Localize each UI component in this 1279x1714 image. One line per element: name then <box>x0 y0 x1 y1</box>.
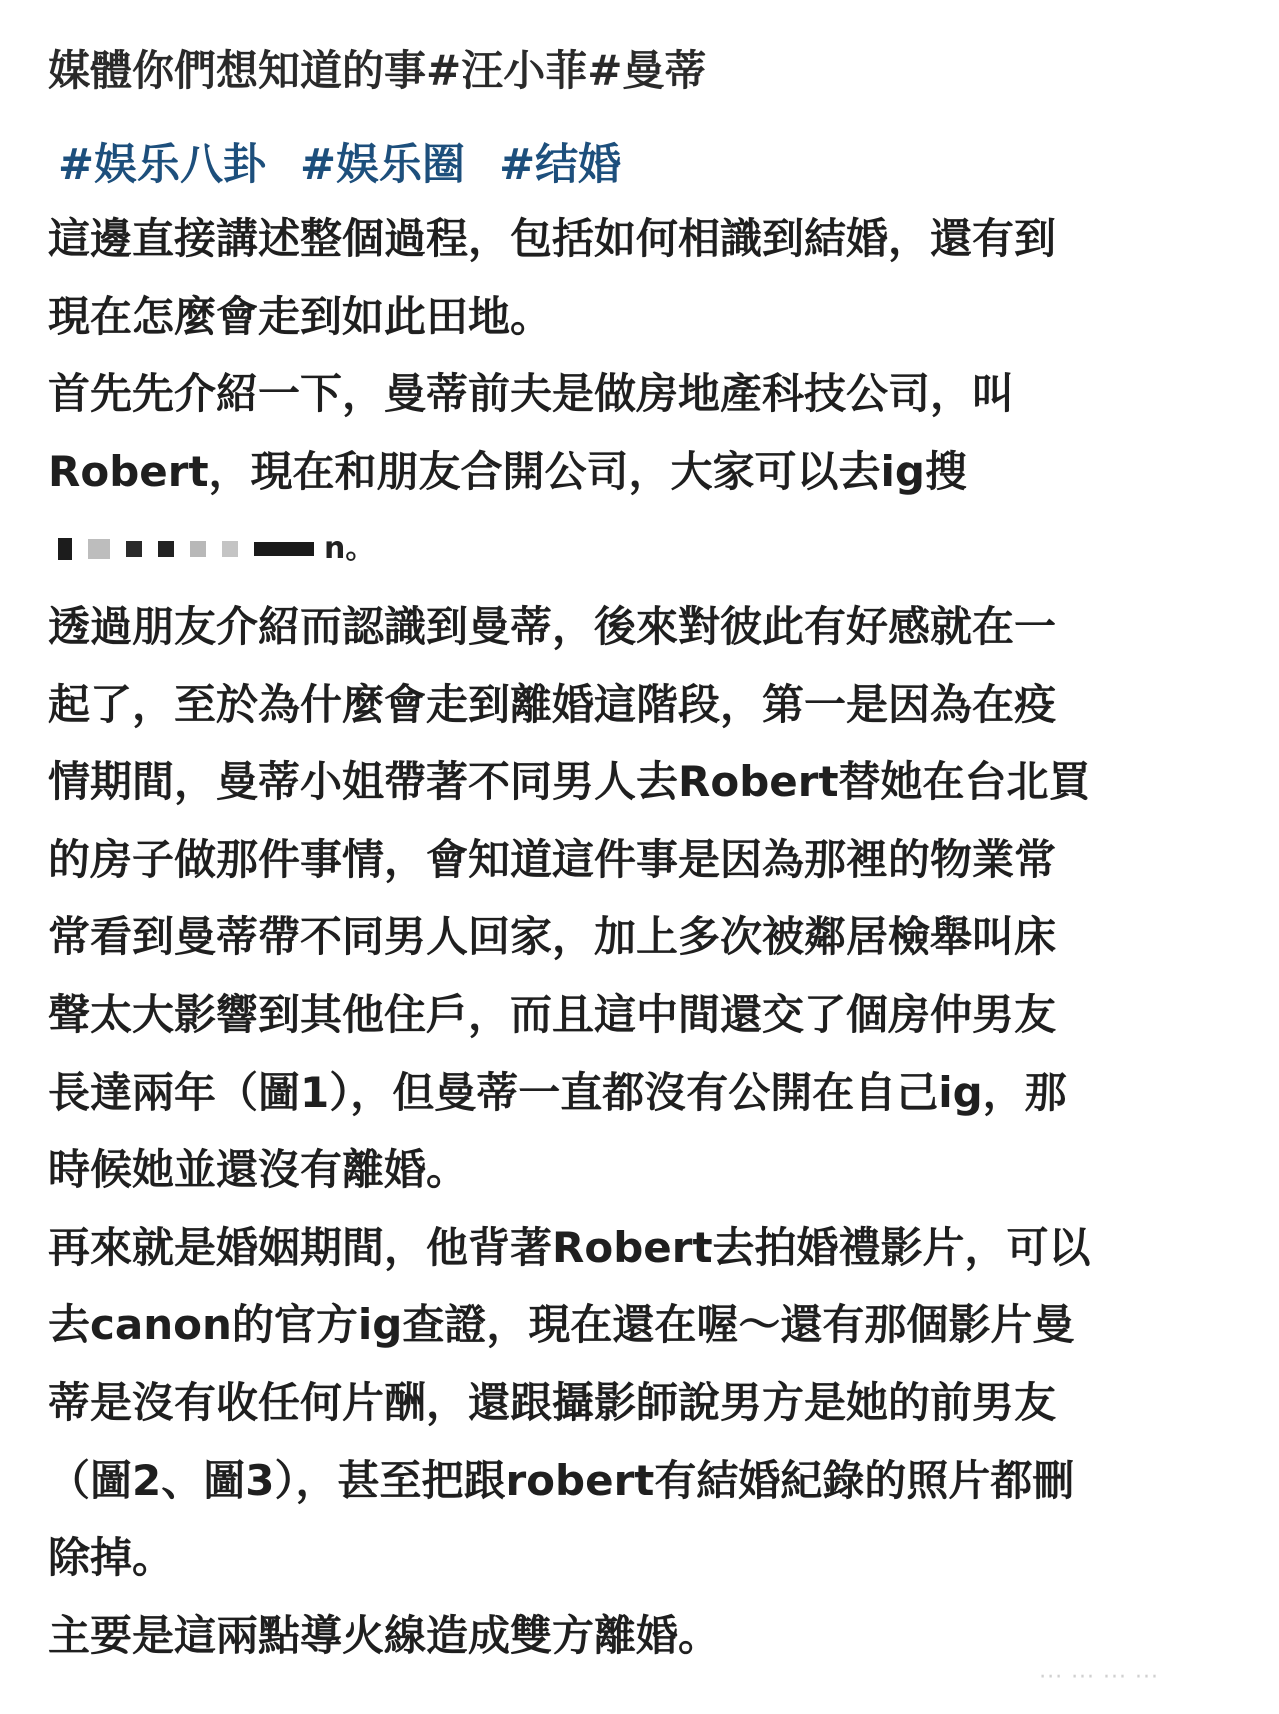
paragraph-ex-husband: 首先先介紹一下，曼蒂前夫是做房地產科技公司，叫 Robert，現在和朋友合開公司，大家可以去ig搜 <box>48 369 1015 496</box>
redacted-tail: n。 <box>324 531 376 567</box>
hashtag-entertainment-gossip[interactable]: #娱乐八卦 <box>58 140 267 190</box>
redacted-ig-handle <box>48 510 1238 588</box>
paragraph-intro: 這邊直接講述整個過程，包括如何相識到結婚，還有到 現在怎麼會走到如此田地。 <box>48 214 1057 341</box>
paragraph-conclusion: 主要是這兩點導火線造成雙方離婚。 <box>48 1610 721 1660</box>
paragraph-reason-two: 再來就是婚姻期間，他背著Robert去拍婚禮影片，可以 去canon的官方ig查證，現在還在喔～還有那個影片曼 蒂是沒有收任何片酬，還跟攝影師說男方是她的前男友 （圖2、圖3），甚至把跟robert有結婚紀錄的照片都刪 除掉。 <box>48 1222 1091 1583</box>
hashtag-entertainment-circle[interactable]: #娱乐圈 <box>300 140 466 190</box>
watermark: ··· ··· ··· ··· <box>1039 1665 1159 1690</box>
post-title: 媒體你們想知道的事#汪小菲#曼蒂 <box>48 46 707 95</box>
hashtag-marriage[interactable]: #结婚 <box>499 140 622 190</box>
blurred-text <box>48 510 375 587</box>
paragraph-reason-one: 透過朋友介紹而認識到曼蒂，後來對彼此有好感就在一 起了，至於為什麼會走到離婚這階段，第一是因為在疫 情期間，曼蒂小姐帶著不同男人去Robert替她在台北買 的房子做那件事情，會知道這件事是因為那裡的物業常 常看到曼蒂帶不同男人回家，加上多次被鄰居檢舉叫床 聲太大影響到其他住戶，而且這中間還交了個房仲男友 長達兩年（圖1），但曼蒂一直都沒有公開在自己ig，那 時候她並還沒有離婚。 <box>48 601 1091 1195</box>
post-body <box>48 200 1238 1674</box>
hashtag-row <box>58 136 621 194</box>
